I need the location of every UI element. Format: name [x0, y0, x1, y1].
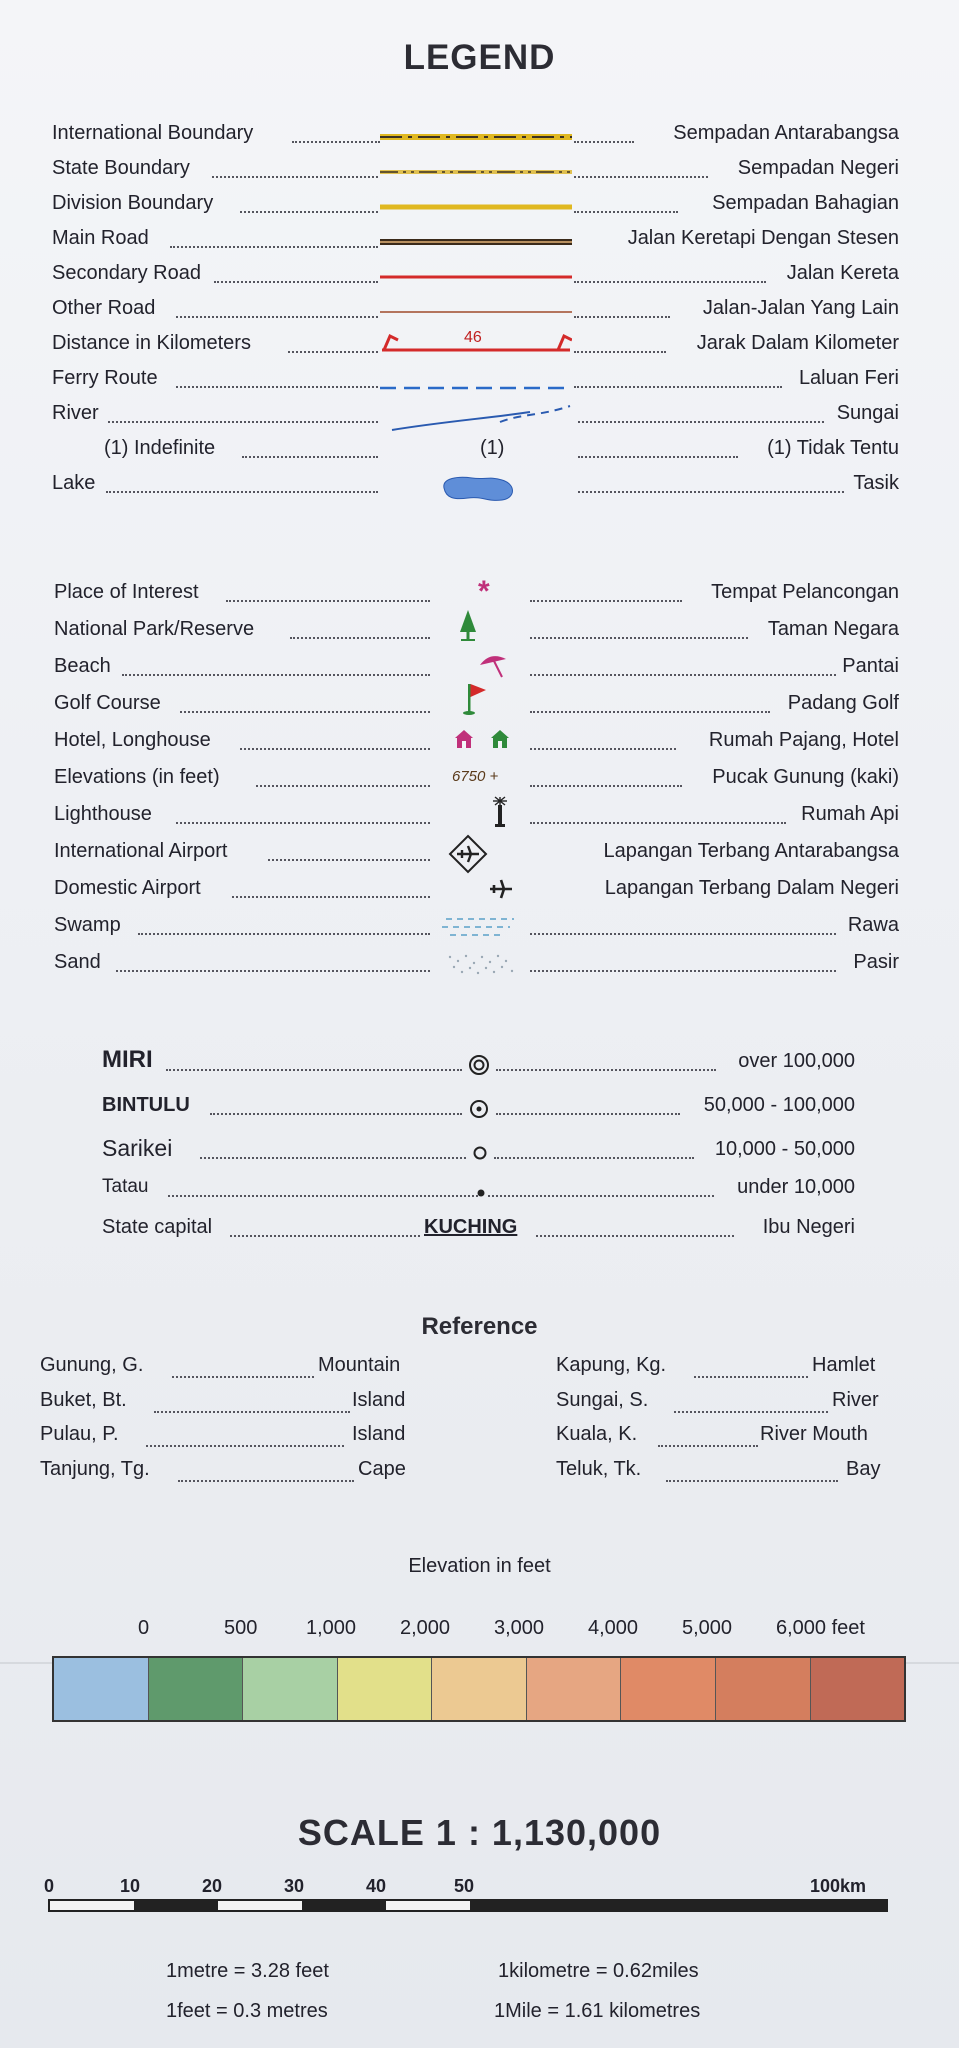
settlement-row-sarikei: [0, 1135, 959, 1168]
hotel-icon: [454, 729, 474, 749]
legend-label-en: Division Boundary: [52, 192, 214, 214]
legend-row-sand: [0, 951, 959, 981]
settlement-name: BINTULU: [102, 1094, 190, 1116]
international-boundary-line: [380, 124, 572, 150]
elevation-band-3: [338, 1658, 433, 1720]
reference-term: Tanjung, Tg.: [40, 1458, 150, 1480]
legend-label-en: International Boundary: [52, 122, 254, 144]
filled-dot-icon: [476, 1188, 486, 1198]
legend-row-international-boundary: [0, 122, 959, 152]
elevation-band-6: [621, 1658, 716, 1720]
ferry-route-line: [380, 369, 572, 395]
legend-label-en: Main Road: [52, 227, 149, 249]
other-road-line: [380, 299, 572, 325]
elevation-label-500: 500: [224, 1617, 258, 1639]
indefinite-label: (1): [480, 437, 505, 459]
scale-label-50: 50: [454, 1876, 475, 1896]
legend-label-en: Secondary Road: [52, 262, 201, 284]
legend-title: LEGEND: [403, 38, 556, 77]
elevation-title: Elevation in feet: [408, 1555, 551, 1577]
state-capital-ms: Ibu Negeri: [762, 1216, 855, 1238]
elevation-band-0: [54, 1658, 149, 1720]
legend-label-en: Distance in Kilometers: [52, 332, 251, 354]
distance-value: 46: [464, 329, 482, 346]
scale-bar-segment: [134, 1901, 218, 1910]
settlement-name: MIRI: [102, 1046, 153, 1073]
reference-meaning: Island: [352, 1423, 406, 1445]
elevation-label-4000: 4,000: [588, 1617, 639, 1639]
state-capital-example: KUCHING: [424, 1216, 518, 1238]
legend-row-ferry-route: [0, 367, 959, 397]
legend-row-lake: [0, 472, 959, 502]
elevation-label-2000: 2,000: [400, 1617, 451, 1639]
state-capital-label: State capital: [102, 1216, 213, 1238]
legend-label-en: Elevations (in feet): [54, 766, 220, 788]
legend-label-ms: Laluan Feri: [798, 367, 899, 389]
reference-term: Buket, Bt.: [40, 1389, 127, 1411]
scale-label-10: 10: [120, 1876, 141, 1896]
legend-row-other-road: [0, 297, 959, 327]
legend-label-ms: Jarak Dalam Kilometer: [696, 332, 899, 354]
reference-term: Sungai, S.: [556, 1389, 649, 1411]
secondary-road-line: [380, 264, 572, 290]
legend-label-en: (1) Indefinite: [104, 437, 216, 459]
scale-label-0: 0: [44, 1876, 55, 1896]
elevation-label-5000: 5,000: [682, 1617, 733, 1639]
open-circle-icon: [472, 1145, 488, 1161]
elevation-label-1000: 1,000: [306, 1617, 357, 1639]
legend-label-en: Swamp: [54, 914, 121, 936]
legend-label-en: Place of Interest: [54, 581, 199, 603]
state-boundary-line: [380, 159, 572, 185]
legend-row-distance: [0, 329, 959, 362]
legend-row-golf-course: [0, 692, 959, 722]
legend-label-ms: (1) Tidak Tentu: [767, 437, 899, 459]
legend-label-ms: Tasik: [853, 472, 899, 494]
legend-label-en: River: [52, 402, 99, 424]
legend-label-ms: Rawa: [847, 914, 899, 936]
scale-label-20: 20: [202, 1876, 223, 1896]
elevation-label-3000: 3,000: [494, 1617, 545, 1639]
legend-label-en: Ferry Route: [52, 367, 158, 389]
reference-term: Kuala, K.: [556, 1423, 638, 1445]
settlement-range: 10,000 - 50,000: [714, 1138, 855, 1160]
elevation-band-2: [243, 1658, 338, 1720]
elevation-label-0: 0: [138, 1617, 150, 1639]
scale-label-40: 40: [366, 1876, 387, 1896]
state-capital-row: [0, 1216, 959, 1246]
legend-row-hotel: [0, 729, 959, 759]
longhouse-icon: [490, 729, 510, 749]
flag-icon: [462, 682, 492, 718]
legend-row-beach: [0, 655, 959, 685]
lake-shape: [438, 472, 520, 504]
legend-label-ms: Sempadan Bahagian: [712, 192, 899, 214]
legend-label-ms: Sempadan Negeri: [737, 157, 899, 179]
international-airport-icon: [448, 834, 488, 874]
legend-label-ms: Rumah Pajang, Hotel: [708, 729, 899, 751]
settlement-range: under 10,000: [737, 1176, 855, 1198]
settlement-row-tatau: [0, 1176, 959, 1206]
swamp-icon: [440, 914, 520, 940]
legend-label-en: Sand: [54, 951, 101, 973]
legend-label-en: Beach: [54, 655, 111, 677]
main-road-line: [380, 229, 572, 255]
domestic-airport-icon: [488, 877, 514, 901]
scale-label-30: 30: [284, 1876, 305, 1896]
elevation-band-5: [527, 1658, 622, 1720]
river-line: [380, 400, 572, 434]
legend-label-en: International Airport: [54, 840, 228, 862]
scale-title: SCALE 1 : 1,130,000: [297, 1812, 662, 1853]
reference-meaning: Bay: [846, 1458, 881, 1480]
elevation-band-8: [811, 1658, 905, 1720]
elevation-color-bar: [52, 1656, 906, 1722]
legend-label-ms: Jalan-Jalan Yang Lain: [702, 297, 899, 319]
reference-title: Reference: [421, 1313, 538, 1340]
legend-row-secondary-road: [0, 262, 959, 292]
legend-label-en: National Park/Reserve: [54, 618, 255, 640]
legend-label-en: State Boundary: [52, 157, 190, 179]
legend-label-en: Hotel, Longhouse: [54, 729, 211, 751]
settlement-row-bintulu: [0, 1094, 959, 1124]
elevation-label-6000: 6,000 feet: [776, 1617, 865, 1639]
conversion-metre-feet: 1metre = 3.28 feet: [166, 1960, 329, 1982]
reference-meaning: Cape: [358, 1458, 406, 1480]
legend-row-division-boundary: [0, 192, 959, 222]
legend-row-domestic-airport: [0, 877, 959, 907]
reference-term: Pulau, P.: [40, 1423, 119, 1445]
legend-row-international-airport: [0, 840, 959, 870]
reference-term: Gunung, G.: [40, 1354, 144, 1376]
reference-term: Teluk, Tk.: [556, 1458, 642, 1480]
scale-bar-segment: [302, 1901, 386, 1910]
legend-label-ms: Lapangan Terbang Dalam Negeri: [604, 877, 899, 899]
asterisk-icon: *: [478, 575, 490, 608]
lighthouse-icon: [490, 795, 510, 829]
division-boundary-line: [380, 194, 572, 220]
legend-label-ms: Pasir: [853, 951, 899, 973]
conversion-mile-km: 1Mile = 1.61 kilometres: [494, 2000, 701, 2022]
legend-label-ms: Jalan Kereta: [786, 262, 899, 284]
legend-label-en: Lighthouse: [54, 803, 152, 825]
settlement-row-miri: [0, 1046, 959, 1080]
legend-label-ms: Padang Golf: [787, 692, 899, 714]
legend-row-indefinite: [0, 437, 959, 467]
umbrella-icon: [476, 651, 512, 681]
reference-meaning: River: [832, 1389, 879, 1411]
legend-row-lighthouse: [0, 803, 959, 833]
reference-meaning: Hamlet: [812, 1354, 876, 1376]
legend-label-ms: Pantai: [842, 655, 899, 677]
settlement-name: Sarikei: [102, 1135, 173, 1161]
dot-circle-icon: [468, 1098, 490, 1120]
reference-meaning: River Mouth: [760, 1423, 868, 1445]
legend-row-national-park: [0, 618, 959, 648]
elevation-band-1: [149, 1658, 244, 1720]
sand-icon: [442, 951, 522, 979]
scale-bar-segment: [470, 1901, 886, 1910]
elevation-band-4: [432, 1658, 527, 1720]
elevation-band-7: [716, 1658, 811, 1720]
legend-label-ms: Taman Negara: [767, 618, 899, 640]
tree-icon: [458, 608, 478, 644]
scale-bar: [48, 1899, 888, 1912]
reference-meaning: Island: [352, 1389, 406, 1411]
legend-label-ms: Tempat Pelancongan: [711, 581, 899, 603]
legend-row-main-road: [0, 227, 959, 257]
legend-row-elevations: [0, 766, 959, 796]
legend-label-en: Golf Course: [54, 692, 161, 714]
legend-row-state-boundary: [0, 157, 959, 187]
reference-meaning: Mountain: [318, 1354, 401, 1376]
legend-label-ms: Sempadan Antarabangsa: [673, 122, 899, 144]
legend-label-ms: Rumah Api: [801, 803, 899, 825]
settlement-name: Tatau: [102, 1176, 149, 1197]
conversion-feet-metres: 1feet = 0.3 metres: [166, 2000, 328, 2022]
reference-term: Kapung, Kg.: [556, 1354, 667, 1376]
conversion-km-miles: 1kilometre = 0.62miles: [498, 1960, 699, 1982]
legend-row-river: [0, 402, 959, 432]
settlement-range: 50,000 - 100,000: [703, 1094, 855, 1116]
legend-label-en: Domestic Airport: [54, 877, 201, 899]
double-circle-icon: [468, 1054, 490, 1076]
legend-label-en: Other Road: [52, 297, 156, 319]
scale-label-100km: 100km: [810, 1876, 867, 1896]
legend-label-ms: Pucak Gunung (kaki): [712, 766, 899, 788]
legend-row-swamp: [0, 914, 959, 944]
legend-label-ms: Lapangan Terbang Antarabangsa: [603, 840, 899, 862]
legend-label-ms: Jalan Keretapi Dengan Stesen: [627, 227, 899, 249]
settlement-range: over 100,000: [738, 1050, 855, 1072]
legend-row-place-of-interest: [0, 575, 959, 611]
legend-label-en: Lake: [52, 472, 96, 494]
elevation-label: 6750 +: [452, 768, 499, 785]
legend-label-ms: Sungai: [836, 402, 899, 424]
